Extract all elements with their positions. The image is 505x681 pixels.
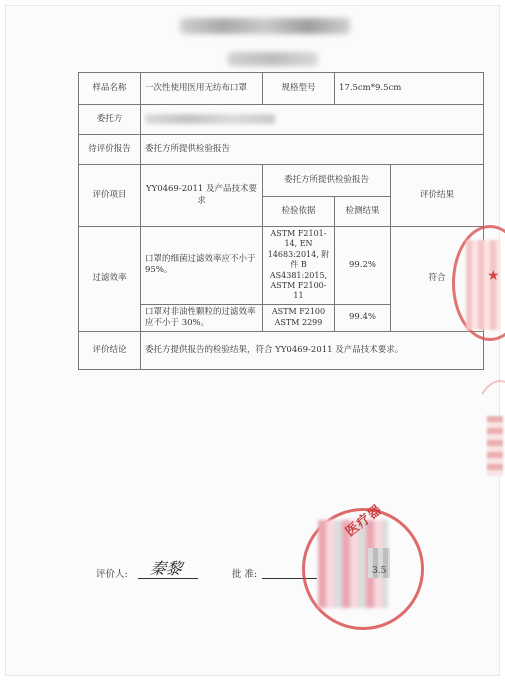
- bfe-requirement: 口罩的细菌过滤效率应不小于 95%。: [141, 227, 263, 305]
- bfe-result: 99.2%: [335, 227, 391, 305]
- standard-label: YY0469-2011 及产品技术要求: [141, 165, 263, 227]
- signature-line: [138, 578, 198, 579]
- report-label: 待评价报告: [79, 135, 141, 165]
- measured-label: 检测结果: [335, 197, 391, 227]
- redacted-client: [145, 114, 275, 124]
- client-label: 委托方: [79, 105, 141, 135]
- table-row-conclusion: [79, 331, 484, 369]
- pfe-result: 99.4%: [335, 304, 391, 331]
- eval-item-label: 评价项目: [79, 165, 141, 227]
- table-row-bfe: [79, 227, 484, 305]
- evaluator-label: 评价人:: [96, 569, 128, 580]
- provided-report-label: 委托方所提供检验报告: [263, 165, 391, 197]
- redacted-seal-right: [466, 240, 500, 330]
- sample-name-label: 样品名称: [79, 73, 141, 105]
- filter-conclusion: 符合: [391, 227, 484, 332]
- report-value: 委托方所提供检验报告: [141, 135, 484, 165]
- table-row-report: [79, 135, 484, 165]
- redacted-header-line1: [180, 18, 350, 34]
- table-row-header1: [79, 165, 484, 197]
- basis-label: 检验依据: [263, 197, 335, 227]
- eval-result-label: 评价结果: [391, 165, 484, 227]
- filter-label: 过滤效率: [79, 227, 141, 332]
- evaluation-table: [78, 72, 484, 370]
- redacted-header-line2: [228, 52, 318, 66]
- spec-label: 规格型号: [263, 73, 335, 105]
- sample-name-value: 一次性使用医用无纺布口罩: [141, 73, 263, 105]
- evaluator-signature: 秦黎: [148, 559, 184, 578]
- seal-star-icon: ★: [487, 268, 500, 284]
- pfe-basis: ASTM F2100 ASTM 2299: [263, 304, 335, 331]
- redacted-faint-seal: [487, 416, 503, 476]
- client-value-redacted: [141, 105, 484, 135]
- conclusion-label: 评价结论: [79, 331, 141, 369]
- spec-value: 17.5cm*9.5cm: [335, 73, 484, 105]
- table-row-sample: [79, 73, 484, 105]
- table-row-client: [79, 105, 484, 135]
- seal-text: 医疗器: [343, 502, 386, 540]
- date-fragment: 3.5: [372, 566, 387, 576]
- conclusion-value: 委托方提供报告的检验结果，符合 YY0469-2011 及产品技术要求。: [141, 331, 484, 369]
- pfe-requirement: 口罩对非油性颗粒的过滤效率应不小于 30%。: [141, 304, 263, 331]
- approver-label: 批 准:: [232, 569, 258, 580]
- bfe-basis: ASTM F2101-14, EN 14683:2014, 附件 B AS4381:2015, ASTM F2100-11: [263, 227, 335, 305]
